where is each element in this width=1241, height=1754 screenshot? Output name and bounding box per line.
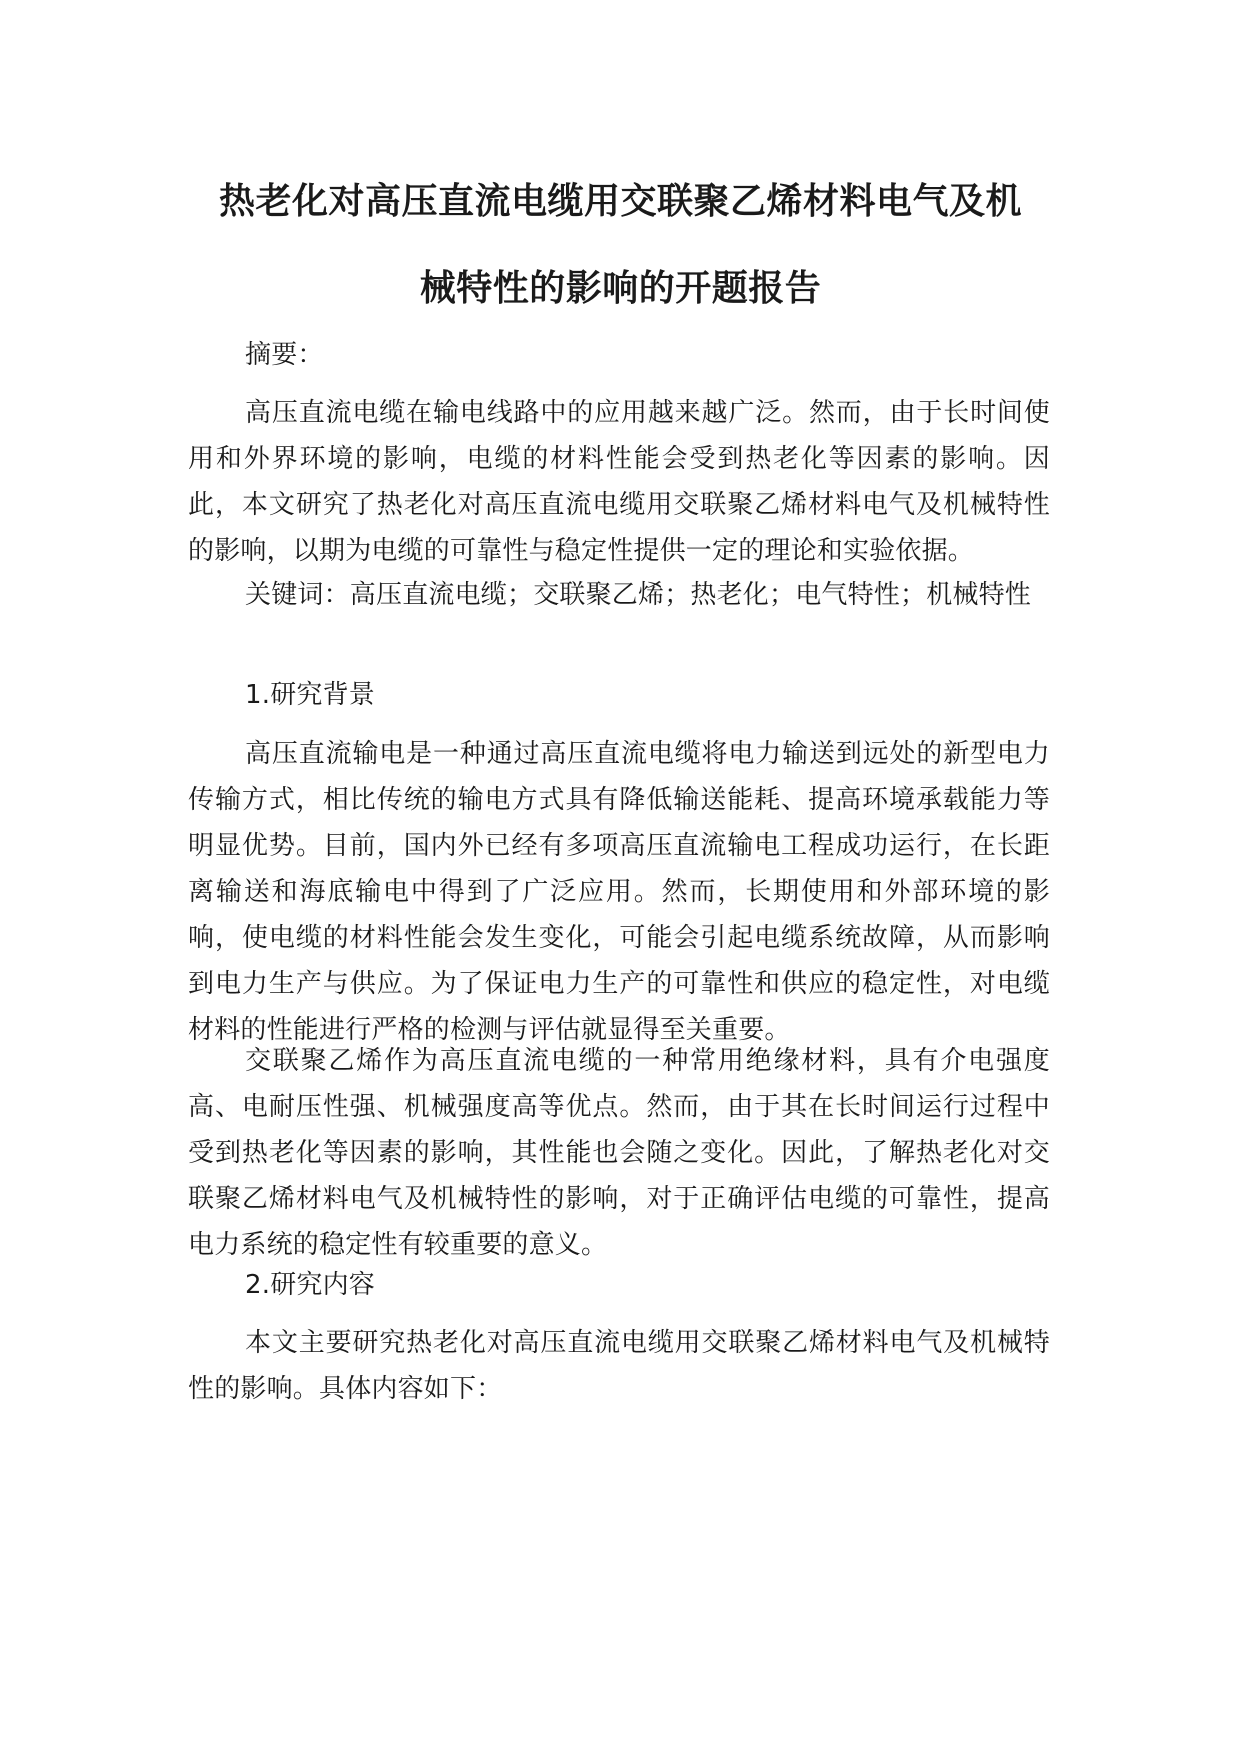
document-title-line-2: 械特性的影响的开题报告 <box>419 268 822 309</box>
abstract-label: 摘要： <box>245 340 324 370</box>
keywords-paragraph: 关键词：高压直流电缆；交联聚乙烯；热老化；电气特性；机械特性 <box>245 580 1032 610</box>
section-1-heading: 1.研究背景 <box>245 680 376 710</box>
section-1-paragraph-2: 交联聚乙烯作为高压直流电缆的一种常用绝缘材料，具有介电强度高、电耐压性强、机械强度高等优点。然而，由于其在长时间运行过程中受到热老化等因素的影响，其性能也会随之变化。因此，了解热老化对交联聚乙烯材料电气及机械特性的影响，对于正确评估电缆的可靠性，提高电力系统的稳定性有较重要的意义。 <box>188 1046 1050 1260</box>
section-2-paragraph-1: 本文主要研究热老化对高压直流电缆用交联聚乙烯材料电气及机械特性的影响。具体内容如下： <box>188 1328 1050 1404</box>
section-2-heading: 2.研究内容 <box>245 1270 376 1300</box>
section-1-paragraph-1: 高压直流输电是一种通过高压直流电缆将电力输送到远处的新型电力传输方式，相比传统的输电方式具有降低输送能耗、提高环境承载能力等明显优势。目前，国内外已经有多项高压直流输电工程成功运行，在长距离输送和海底输电中得到了广泛应用。然而，长期使用和外部环境的影响，使电缆的材料性能会发生变化，可能会引起电缆系统故障，从而影响到电力生产与供应。为了保证电力生产的可靠性和供应的稳定性，对电缆材料的性能进行严格的检测与评估就显得至关重要。 <box>188 739 1050 1045</box>
abstract-paragraph: 高压直流电缆在输电线路中的应用越来越广泛。然而，由于长时间使用和外界环境的影响，电缆的材料性能会受到热老化等因素的影响。因此，本文研究了热老化对高压直流电缆用交联聚乙烯材料电气及机械特性的影响，以期为电缆的可靠性与稳定性提供一定的理论和实验依据。 <box>188 398 1050 566</box>
document-title-line-1: 热老化对高压直流电缆用交联聚乙烯材料电气及机 <box>218 181 1022 222</box>
